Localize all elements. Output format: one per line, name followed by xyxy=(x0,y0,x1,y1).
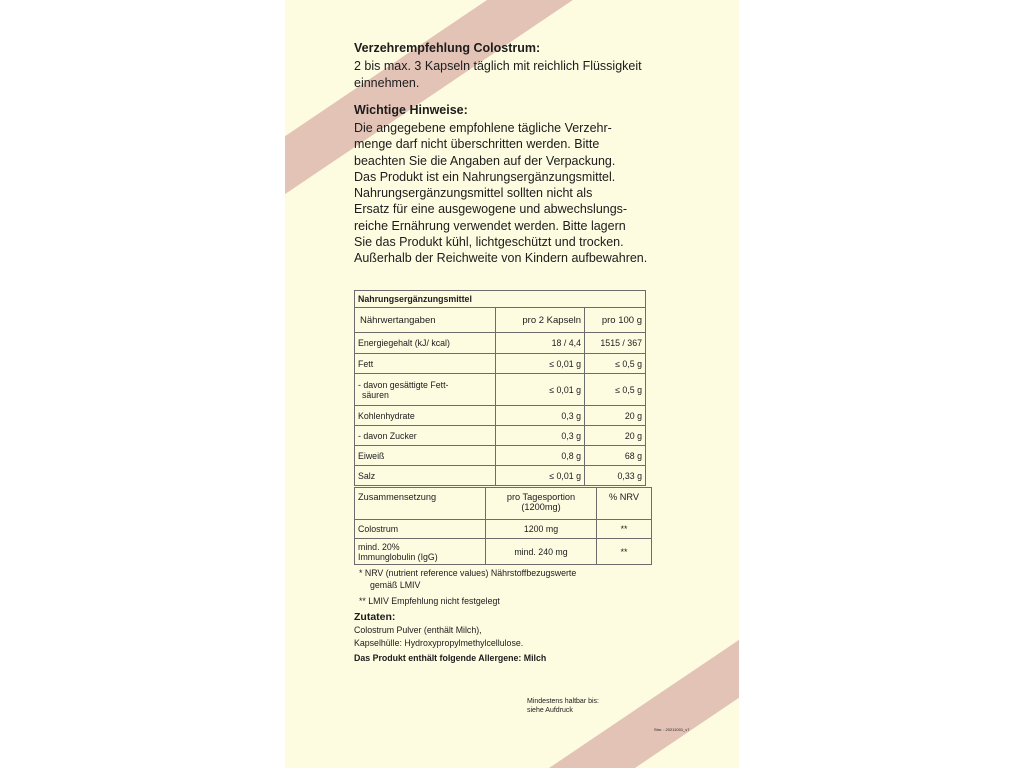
nutrient-per-100g: 20 g xyxy=(585,426,646,446)
notes-line: Nahrungsergänzungsmittel sollten nicht als xyxy=(354,186,593,201)
ingredients-line-2: Kapselhülle: Hydroxypropylmethylcellulose. xyxy=(354,638,524,648)
nutrient-per-100g: ≤ 0,5 g xyxy=(585,374,646,406)
table-row xyxy=(355,374,646,406)
nutrient-per-capsules: 0,3 g xyxy=(496,426,585,446)
nutrient-per-100g: 1515 / 367 xyxy=(585,333,646,354)
footnote-1-line-1: * NRV (nutrient reference values) Nährstoffbezugswerte xyxy=(359,568,577,578)
nutrient-name-line-2: säuren xyxy=(362,389,389,400)
notes-line: Außerhalb der Reichweite von Kindern aufbewahren. xyxy=(354,251,648,266)
table-row xyxy=(355,466,646,486)
allergen-statement: Das Produkt enthält folgende Allergene: Milch xyxy=(354,653,547,663)
nutrition-header-per-100g: pro 100 g xyxy=(585,308,646,333)
composition-nrv: ** xyxy=(597,539,652,565)
composition-header-label: Zusammensetzung xyxy=(355,488,486,520)
footnote-2: ** LMIV Empfehlung nicht festgelegt xyxy=(359,596,500,606)
dosage-heading: Verzehrempfehlung Colostrum: xyxy=(354,41,541,55)
dosage-line-2: einnehmen. xyxy=(354,76,420,90)
composition-header-nrv: % NRV xyxy=(597,488,652,520)
nutrition-table xyxy=(354,290,646,486)
composition-header-daily-line-2: (1200mg) xyxy=(521,502,561,512)
nutrient-name: Energiegehalt (kJ/ kcal) xyxy=(355,333,496,354)
nutrient-per-capsules: 0,8 g xyxy=(496,446,585,466)
composition-name: Colostrum xyxy=(355,520,486,539)
nutrient-per-100g: 20 g xyxy=(585,406,646,426)
best-before-line-1: Mindestens haltbar bis: xyxy=(527,698,599,705)
nutrient-per-100g: 68 g xyxy=(585,446,646,466)
table-row xyxy=(355,406,646,426)
composition-header-daily-line-1: pro Tagesportion xyxy=(506,492,576,502)
best-before-line-2: siehe Aufdruck xyxy=(527,707,573,714)
composition-amount: 1200 mg xyxy=(486,520,597,539)
notes-line: reiche Ernährung verwendet werden. Bitte lagern xyxy=(354,218,626,233)
composition-amount: mind. 240 mg xyxy=(486,539,597,565)
composition-name-line-2: Immunglobulin (IgG) xyxy=(358,551,438,562)
ingredients-heading: Zutaten: xyxy=(354,611,396,623)
nutrient-per-capsules: ≤ 0,01 g xyxy=(496,374,585,406)
notes-line: Ersatz für eine ausgewogene und abwechslungs- xyxy=(354,202,628,217)
nutrient-per-capsules: 18 / 4,4 xyxy=(496,333,585,354)
composition-header-row xyxy=(355,488,652,520)
nutrient-name: Salz xyxy=(355,466,496,486)
composition-name-line-1: mind. 20% xyxy=(358,541,400,552)
notes-paragraph xyxy=(354,120,647,267)
nutrient-per-capsules: ≤ 0,01 g xyxy=(496,354,585,374)
composition-table xyxy=(354,487,652,565)
nutrient-per-capsules: ≤ 0,01 g xyxy=(496,466,585,486)
notes-line: menge darf nicht überschritten werden. Bitte xyxy=(354,137,600,152)
nutrient-name: Kohlenhydrate xyxy=(355,406,496,426)
composition-nrv: ** xyxy=(597,520,652,539)
table-row xyxy=(355,520,652,539)
version-code: Stnr. : 20211001_v7 xyxy=(654,727,690,732)
nutrient-name xyxy=(355,374,496,406)
table-row xyxy=(355,354,646,374)
notes-line: Die angegebene empfohlene tägliche Verzehr- xyxy=(354,121,612,135)
table-row xyxy=(355,446,646,466)
composition-header-daily xyxy=(486,488,597,520)
table-row xyxy=(355,426,646,446)
nutrient-per-100g: ≤ 0,5 g xyxy=(585,354,646,374)
nutrition-header-per-capsules: pro 2 Kapseln xyxy=(496,308,585,333)
footnote-1-line-2: gemäß LMIV xyxy=(370,580,421,590)
nutrition-header-label: Nährwertangaben xyxy=(355,308,496,333)
nutrient-name: Fett xyxy=(355,354,496,374)
nutrient-name: Eiweiß xyxy=(355,446,496,466)
dosage-line-1: 2 bis max. 3 Kapseln täglich mit reichlich Flüssigkeit xyxy=(354,59,642,73)
nutrition-table-title: Nahrungsergänzungsmittel xyxy=(355,291,646,308)
nutrient-name: - davon Zucker xyxy=(355,426,496,446)
composition-name xyxy=(355,539,486,565)
product-label xyxy=(285,0,739,768)
nutrient-per-capsules: 0,3 g xyxy=(496,406,585,426)
table-row xyxy=(355,333,646,354)
notes-line: beachten Sie die Angaben auf der Verpackung. xyxy=(354,153,616,168)
nutrient-name-line-1: - davon gesättigte Fett- xyxy=(358,379,449,390)
table-row xyxy=(355,539,652,565)
notes-line: Das Produkt ist ein Nahrungsergänzungsmittel. xyxy=(354,169,616,184)
nutrient-per-100g: 0,33 g xyxy=(585,466,646,486)
nutrition-header-row xyxy=(355,308,646,333)
notes-line: Sie das Produkt kühl, lichtgeschützt und trocken. xyxy=(354,235,624,250)
ingredients-line-1: Colostrum Pulver (enthält Milch), xyxy=(354,625,482,635)
notes-heading: Wichtige Hinweise: xyxy=(354,103,468,117)
